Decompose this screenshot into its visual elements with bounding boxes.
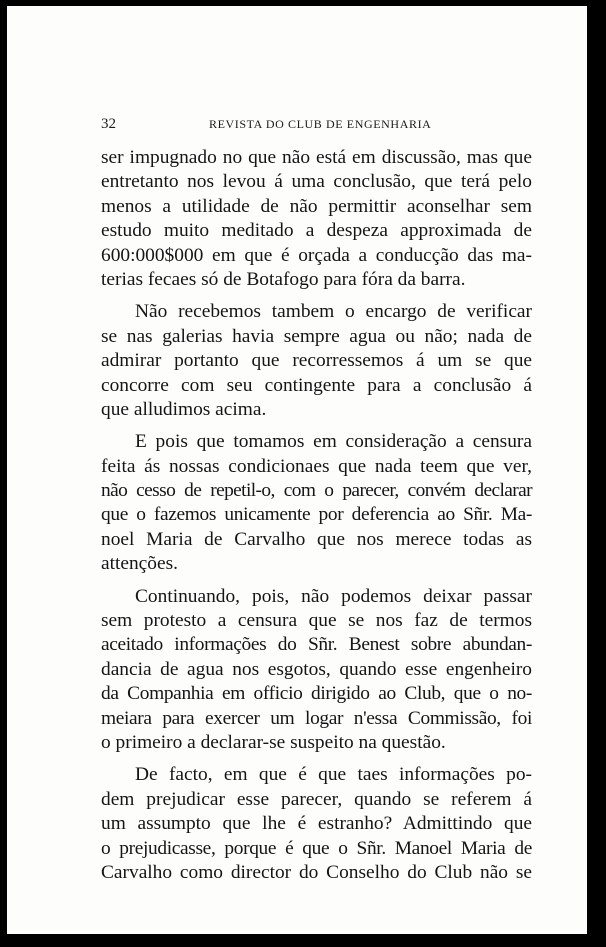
text-line: que alludimos acima. bbox=[101, 398, 267, 420]
paragraph bbox=[101, 146, 532, 292]
page-header bbox=[101, 116, 531, 136]
text-line: 600:000$000 em que é orçada a conducção das ma- bbox=[101, 244, 532, 266]
paragraph bbox=[101, 430, 532, 576]
text-line: admirar portanto que recorressemos á um se que bbox=[101, 350, 532, 372]
text-line: o primeiro a declarar-se suspeito na questão. bbox=[101, 731, 446, 753]
body-text bbox=[101, 146, 532, 893]
text-line: menos a utilidade de não permittir aconselhar sem bbox=[101, 195, 532, 217]
paragraph bbox=[101, 763, 532, 885]
paragraph bbox=[101, 300, 532, 422]
text-line: um assumpto que lhe é estranho? Admittindo que bbox=[101, 813, 532, 835]
text-line: terias fecaes só de Botafogo para fóra da barra. bbox=[101, 268, 466, 290]
text-line: Não recebemos tambem o encargo de verificar bbox=[135, 301, 532, 323]
text-line: Continuando, pois, não podemos deixar passar bbox=[135, 585, 532, 607]
text-line: estudo muito meditado a despeza approximada de bbox=[101, 220, 532, 242]
text-line: dem prejudicar esse parecer, quando se referem á bbox=[101, 788, 532, 810]
text-line: sem protesto a censura que se nos faz de termos bbox=[101, 610, 532, 632]
text-line: attenções. bbox=[101, 553, 178, 575]
text-line: meiara para exercer um logar n'essa Commissão, foi bbox=[101, 707, 532, 729]
text-line: feita ás nossas condicionaes que nada teem que ver, bbox=[101, 455, 532, 477]
text-line: não cesso de repetil-o, com o parecer, convém declarar bbox=[101, 480, 532, 502]
text-line: entretanto nos levou á uma conclusão, que terá pelo bbox=[101, 171, 532, 193]
page-number: 32 bbox=[101, 116, 116, 132]
book-page bbox=[7, 6, 587, 934]
text-line: ser impugnado no que não está em discussão, mas que bbox=[101, 147, 532, 168]
paragraph bbox=[101, 585, 532, 756]
text-line: dancia de agua nos esgotos, quando esse engenheiro bbox=[101, 658, 532, 680]
text-line: que o fazemos unicamente por deferencia ao Sñr. Ma- bbox=[101, 504, 532, 526]
text-line: da Companhia em officio dirigido ao Club, que o no- bbox=[101, 683, 532, 705]
text-line: De facto, em que é que taes informações po- bbox=[135, 764, 532, 786]
text-line: noel Maria de Carvalho que nos merece todas as bbox=[101, 528, 532, 550]
text-line: E pois que tomamos em consideração a censura bbox=[135, 431, 532, 453]
text-line: concorre com seu contingente para a conclusão á bbox=[101, 374, 532, 396]
running-title: REVISTA DO CLUB DE ENGENHARIA bbox=[209, 117, 432, 131]
text-line: o prejudicasse, porque é que o Sñr. Manoel Maria de bbox=[101, 837, 532, 859]
text-line: Carvalho como director do Conselho do Club não se bbox=[101, 861, 532, 883]
text-line: aceitado informações do Sñr. Benest sobre abundan- bbox=[101, 634, 532, 656]
text-line: se nas galerias havia sempre agua ou não; nada de bbox=[101, 325, 532, 347]
